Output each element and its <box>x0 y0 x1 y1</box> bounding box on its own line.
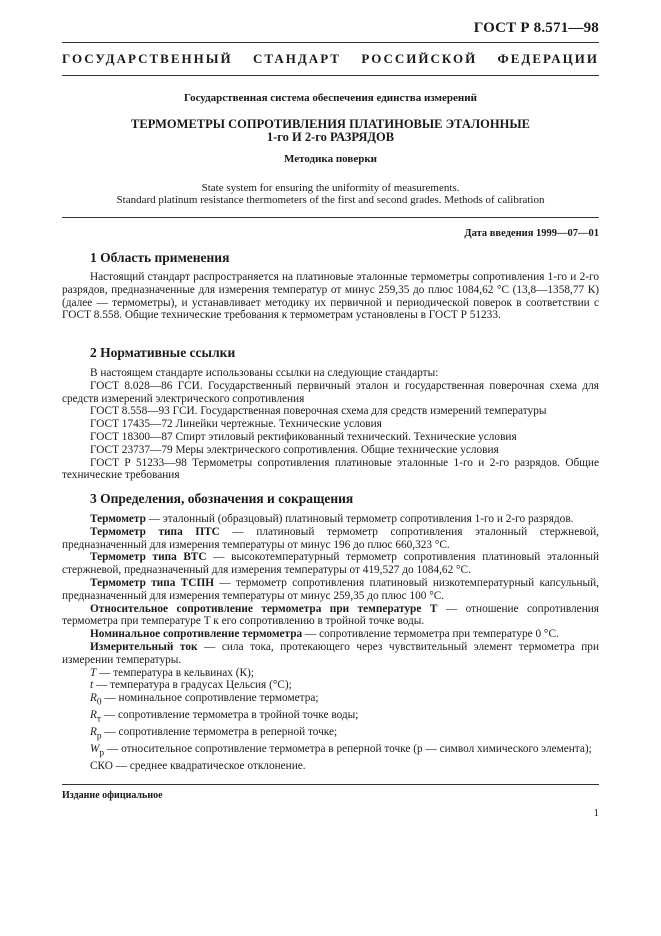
definition-term: Термометр типа ВТС <box>90 551 207 564</box>
symbol-text: — сопротивление термометра в тройной точке воды; <box>101 709 359 722</box>
header-rule-top <box>62 42 599 43</box>
definition-text: — сопротивление термометра при температуре 0 °С. <box>302 628 559 641</box>
reference-item: ГОСТ 18300—87 Спирт этиловый ректификованный технический. Технические условия <box>90 430 517 443</box>
symbol-subscript: 0 <box>96 697 102 708</box>
symbol-subscript: р <box>96 731 102 742</box>
symbol: R <box>90 726 97 739</box>
series-title: Государственная система обеспечения единства измерений <box>184 92 477 104</box>
definition-item <box>62 526 599 552</box>
section-3-heading: 3 Определения, обозначения и сокращения <box>90 491 354 506</box>
symbol-item <box>62 679 599 692</box>
symbol-text: — номинальное сопротивление термометра; <box>101 692 319 705</box>
method-subtitle: Методика поверки <box>283 153 378 165</box>
symbol-text: — температура в градусах Цельсия (°С); <box>93 679 292 692</box>
state-standard-banner: ГОСУДАРСТВЕННЫЙ СТАНДАРТ РОССИЙСКОЙ ФЕДЕРАЦИИ <box>62 51 599 66</box>
symbol-item <box>62 692 599 709</box>
section-1-body <box>62 271 599 322</box>
definition-text: — платиновый термометр сопротивления эталонный стержневой, предназначенный для измерения температуры от минус 196 до плюс 660,323 °С. <box>62 525 599 551</box>
definition-text: — отношение сопротивления термометра при температуре T к его сопротивлению в тройной точке воды. <box>62 602 599 628</box>
definition-item <box>62 628 599 641</box>
header-rule-bottom <box>62 75 599 76</box>
english-title-line2: Standard platinum resistance thermometers of the first and second grades. Methods of calibration <box>116 194 545 206</box>
symbol-text: — относительное сопротивление термометра в реперной точке (р — символ химического элемента); <box>104 743 592 756</box>
edition-label: Издание официальное <box>62 790 163 801</box>
document-number: ГОСТ Р 8.571—98 <box>473 20 599 36</box>
symbol-item <box>62 667 599 680</box>
section-2-body <box>62 367 599 482</box>
definition-text: — эталонный (образцовый) платиновый термометр сопротивления 1-го и 2-го разрядов. <box>145 513 574 525</box>
definition-term: Измерительный ток <box>90 640 198 653</box>
definition-text: — термометр сопротивления платиновый низкотемпературный капсульный, предназначенный для измерения температуры от минус 259,35 до плюс 100 °С. <box>62 576 599 602</box>
definition-item <box>62 577 599 603</box>
symbol: T <box>90 666 97 679</box>
section-2-heading: 2 Нормативные ссылки <box>90 345 236 360</box>
reference-item: ГОСТ 17435—72 Линейки чертежные. Технические условия <box>90 418 382 431</box>
symbol-text: — сопротивление термометра в реперной точке; <box>101 726 338 739</box>
english-title-line1: State system for ensuring the uniformity of measurements. <box>201 182 460 194</box>
symbol-item <box>62 726 599 743</box>
title-rule <box>62 217 599 218</box>
definition-text: — сила тока, протекающего через чувствительный элемент термометра при измерении температуры. <box>62 640 599 666</box>
symbol: W <box>90 743 100 756</box>
definition-term: Термометр типа ТСПН <box>90 576 215 589</box>
symbol-subscript: р <box>99 748 105 759</box>
symbol-item <box>62 709 599 726</box>
reference-item: ГОСТ Р 51233—98 Термометры сопротивления платиновые эталонные 1-го и 2-го разрядов. Общие технические требования <box>62 456 599 482</box>
definition-item <box>62 513 599 526</box>
symbol: R <box>90 692 97 705</box>
page-number: 1 <box>593 807 599 819</box>
definition-item <box>62 603 599 629</box>
definition-term: Термометр <box>90 513 146 525</box>
document-title <box>62 118 599 144</box>
document-title-line2: 1-го И 2-го РАЗРЯДОВ <box>266 130 395 144</box>
section-1-heading: 1 Область применения <box>90 250 230 265</box>
section-2-intro: В настоящем стандарте использованы ссылки на следующие стандарты: <box>90 367 439 379</box>
definition-text: — высокотемпературный термометр сопротивления платиновый эталонный стержневой, предназначенный для измерения температуры от 419,527 до 1084,62 °С. <box>62 551 599 577</box>
reference-item: ГОСТ 8.028—86 ГСИ. Государственный первичный эталон и государственная поверочная схема для средств измерений электрического сопротивления <box>62 379 599 405</box>
symbol: R <box>90 709 97 722</box>
definition-item <box>62 551 599 577</box>
date-introduced: Дата введения 1999—07—01 <box>464 228 599 239</box>
reference-item: ГОСТ 8.558—93 ГСИ. Государственная поверочная схема для средств измерений температуры <box>90 405 547 418</box>
section-3-body <box>62 513 599 773</box>
abbreviation-item: СКО — среднее квадратическое отклонение. <box>90 760 306 773</box>
symbol-text: — температура в кельвинах (К); <box>96 666 254 679</box>
document-title-line1: ТЕРМОМЕТРЫ СОПРОТИВЛЕНИЯ ПЛАТИНОВЫЕ ЭТАЛОННЫЕ <box>131 117 530 131</box>
definition-term: Термометр типа ПТС <box>90 525 220 538</box>
footer-rule <box>62 784 599 785</box>
symbol-item <box>62 743 599 760</box>
section-1-paragraph: Настоящий стандарт распространяется на платиновые эталонные термометры сопротивления 1-го и 2-го разрядов, предназначенные для измерения температур от минус 259,35 до плюс 1084,62 °С (13,8—1358,77 К) (далее — термометры), и устанавливает методику их первичной и периодической поверок в соответствии с ГОСТ 8.558. Общие технические требования к термометрам установлены в ГОСТ Р 51233. <box>62 271 599 322</box>
definition-item <box>62 641 599 667</box>
definition-term: Относительное сопротивление термометра при температуре T <box>90 602 438 615</box>
reference-item: ГОСТ 23737—79 Меры электрического сопротивления. Общие технические условия <box>90 443 499 456</box>
definition-term: Номинальное сопротивление термометра <box>90 628 303 641</box>
symbol-subscript: т <box>96 714 102 725</box>
symbol: t <box>90 679 94 692</box>
english-title <box>62 182 599 206</box>
